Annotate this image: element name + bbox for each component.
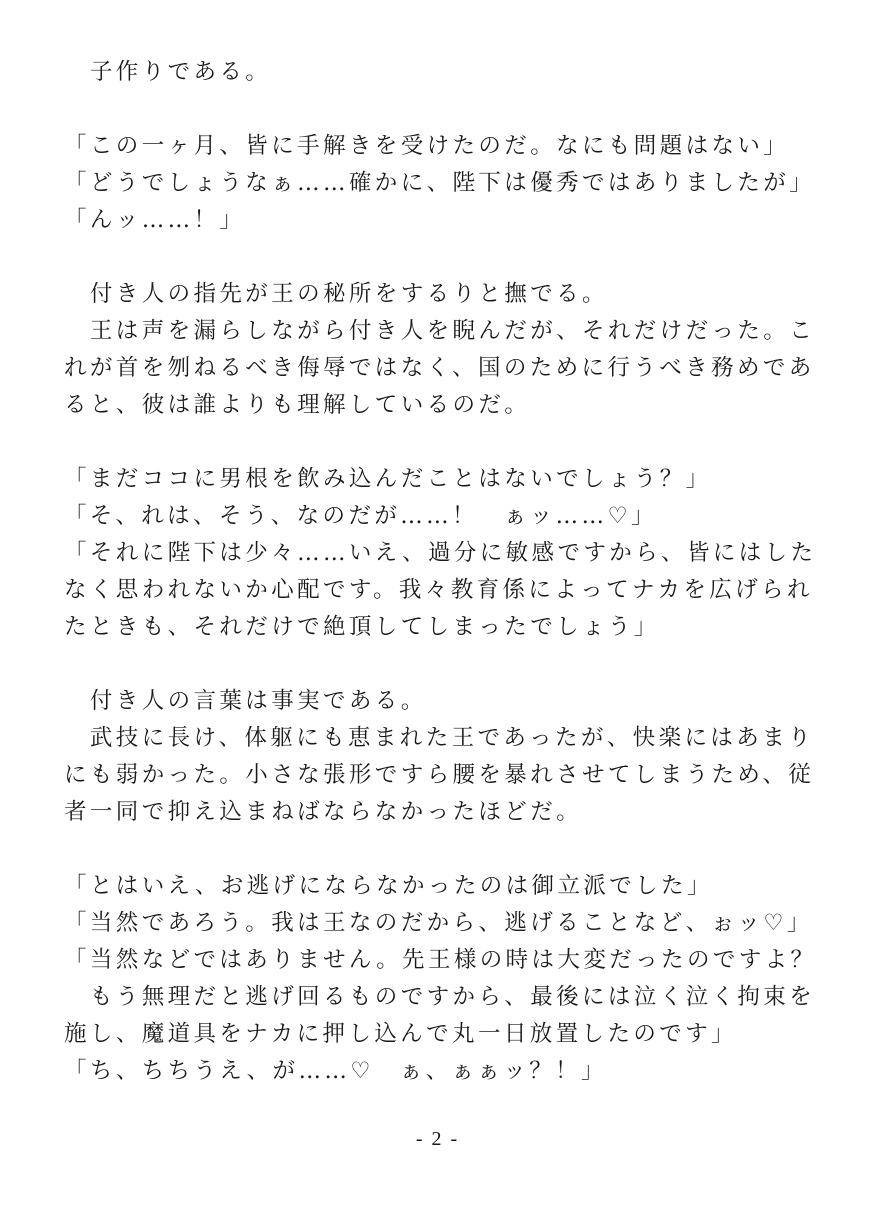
text-line: 「当然などではありません。先王様の時は大変だったのですよ？: [64, 947, 817, 973]
text-line: 付き人の言葉は事実である。: [64, 688, 427, 714]
text-line: にも弱かった。小さな張形ですら腰を暴れさせてしまうため、従: [64, 762, 815, 788]
text-line: 施し、魔道具をナカに押し込んで丸一日放置したのです」: [64, 1021, 737, 1047]
text-line: 「この一ヶ月、皆に手解きを受けたのだ。なにも問題はない」: [64, 133, 790, 159]
body-text: [64, 54, 824, 1090]
text-line: たときも、それだけで絶頂してしまったでしょう」: [64, 614, 660, 640]
text-line: 「とはいえ、お逃げにならなかったのは御立派でした」: [64, 873, 713, 899]
blank-line: [64, 831, 824, 868]
text-line: 子作りである。: [64, 59, 272, 85]
text-line: 武技に長け、体躯にも恵まれた王であったが、快楽にはあまり: [64, 725, 814, 751]
text-line: れが首を刎ねるべき侮辱ではなく、国のために行うべき務めであ: [64, 355, 815, 381]
blank-line: [64, 91, 824, 128]
text-line: 「当然であろう。我は王なのだから、逃げることなど、ぉッ♡」: [64, 910, 813, 936]
text-line: 「まだココに男根を飲み込んだことはないでしょう？」: [64, 466, 712, 492]
text-line: 「んッ……！」: [64, 207, 246, 233]
text-line: 「どうでしょうなぁ……確かに、陛下は優秀ではありましたが」: [64, 170, 816, 196]
page-number: - 2 -: [415, 1128, 460, 1150]
text-line: ると、彼は誰よりも理解しているのだ。: [64, 392, 531, 418]
text-line: 付き人の指先が王の秘所をするりと撫でる。: [64, 281, 608, 307]
text-line: 「ち、ちちうえ、が……♡ ぁ、ぁぁッ？！」: [64, 1058, 607, 1084]
text-line: 王は声を漏らしながら付き人を睨んだが、それだけだった。こ: [64, 318, 816, 344]
text-line: なく思われないか心配です。我々教育係によってナカを広げられ: [64, 577, 813, 603]
text-line: 「そ、れは、そう、なのだが……！ ぁッ……♡」: [64, 503, 657, 529]
blank-line: [64, 239, 824, 276]
blank-line: [64, 424, 824, 461]
text-line: もう無理だと逃げ回るものですから、最後には泣く泣く拘束を: [64, 984, 816, 1010]
blank-line: [64, 646, 824, 683]
text-line: 「それに陛下は少々……いえ、過分に敏感ですから、皆にはした: [64, 540, 817, 566]
text-line: 者一同で抑え込まねばならなかったほどだ。: [64, 799, 583, 825]
